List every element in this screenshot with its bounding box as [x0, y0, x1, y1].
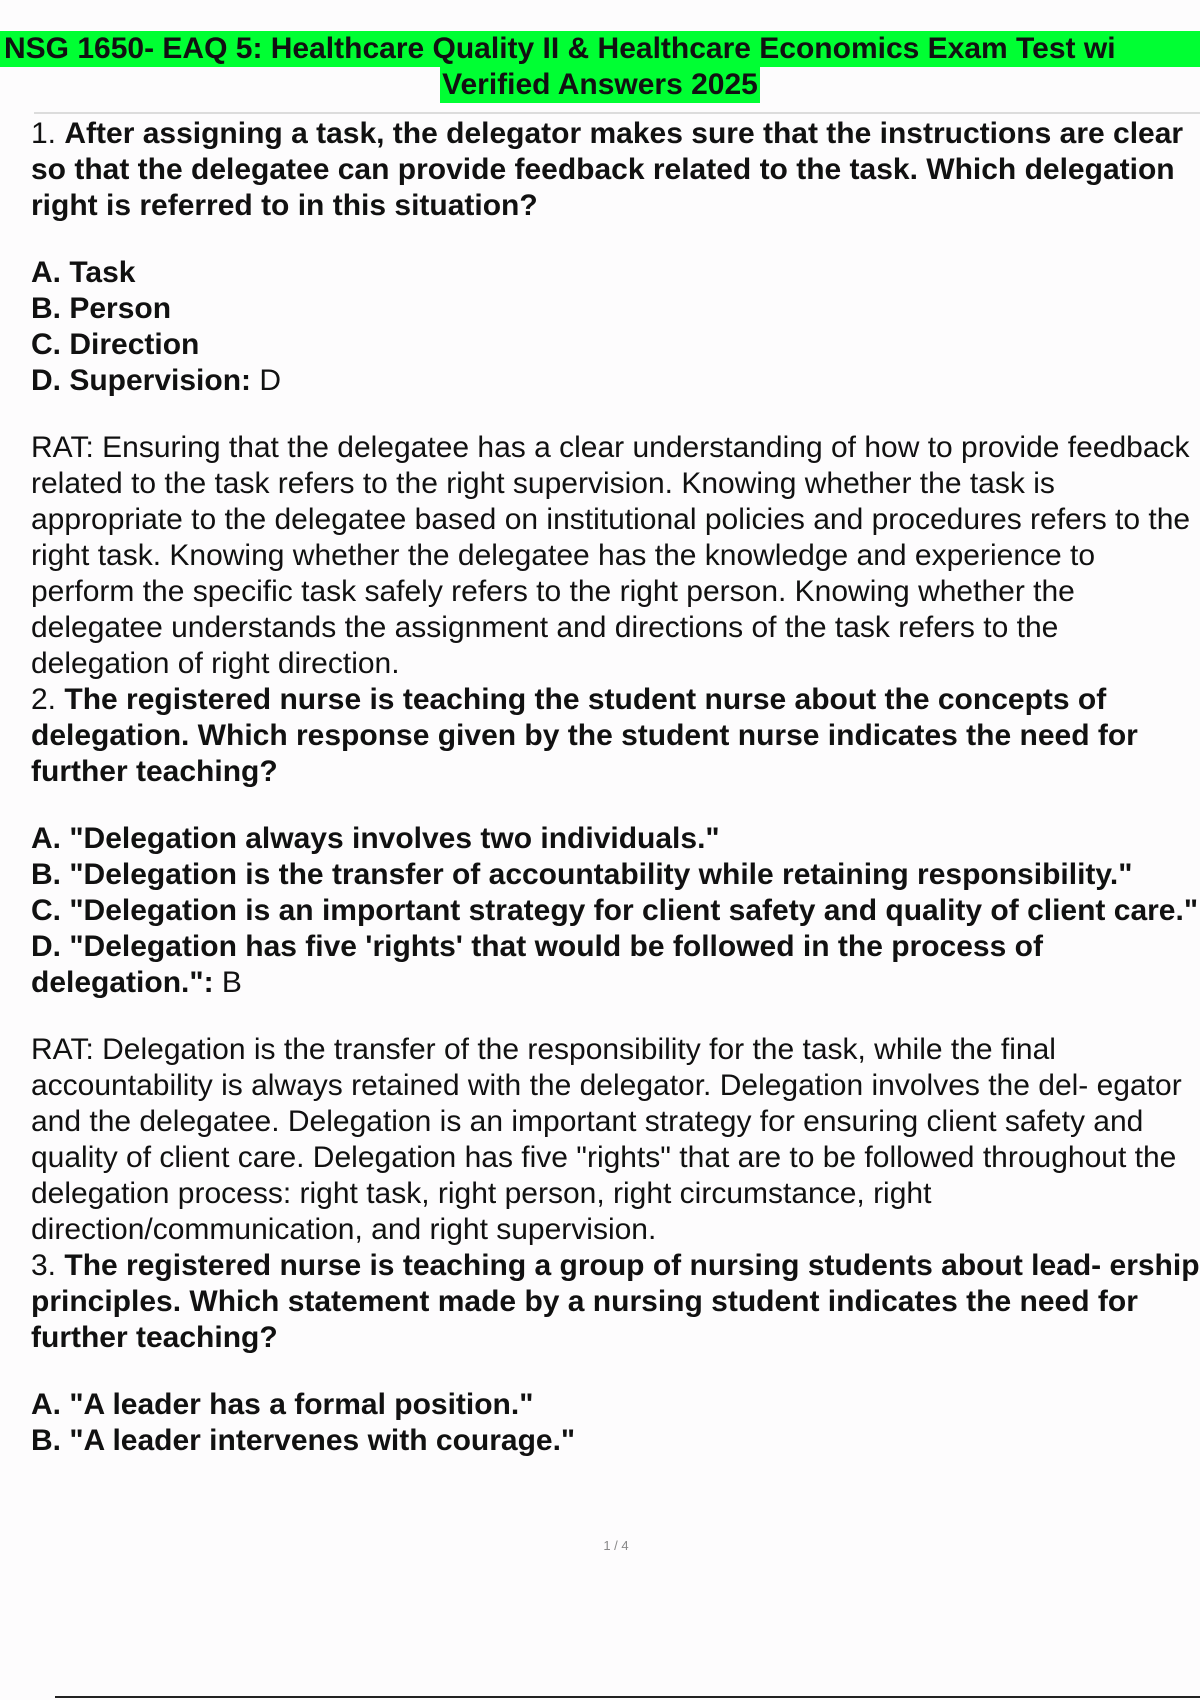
question-stem: After assigning a task, the delegator makes sure that the instructions are clear so that the delegatee can provide feedback related to the task. Which delegation right is referred to in this situation? — [31, 117, 1184, 222]
spacer — [31, 1356, 1200, 1387]
option-c: C. "Delegation is an important strategy for client safety and quality of client care." — [31, 894, 1199, 927]
question-3 — [31, 1248, 1200, 1356]
option-a: A. "Delegation always involves two individuals." — [31, 822, 720, 855]
option-d: D. Supervision: D — [31, 364, 282, 397]
bottom-divider — [55, 1696, 1200, 1698]
spacer — [31, 790, 1200, 821]
title-line-1: NSG 1650- EAQ 5: Healthcare Quality II & Healthcare Economics Exam Test wi — [0, 31, 1200, 67]
option-a: A. "A leader has a formal position." — [31, 1388, 534, 1421]
option-b: B. "Delegation is the transfer of accountability while retaining responsibility." — [31, 858, 1133, 891]
document-title — [0, 31, 1200, 103]
question-stem: The registered nurse is teaching a group of nursing students about lead- ership principles. Which statement made by a nursing student indicates the need for further teaching? — [31, 1249, 1200, 1354]
question-stem: The registered nurse is teaching the student nurse about the concepts of delegation. Which response given by the student nurse indicates the need for further teaching? — [31, 683, 1138, 788]
question-number: 2. — [31, 683, 57, 716]
option-b: B. Person — [31, 292, 172, 325]
question-number: 1. — [31, 117, 57, 150]
option-d: D. "Delegation has five 'rights' that would be followed in the process of delegation.": B — [31, 930, 1043, 999]
answer-key: B — [213, 966, 242, 999]
spacer — [31, 399, 1200, 430]
rationale-2: RAT: Delegation is the transfer of the responsibility for the task, while the final accountability is always retained with the delegator. Delegation involves the del- egator and the delegatee. Delegation is an important strategy for ensuring client safety and quality of client care. Delegation has five "rights" that are to be followed throughout the delegation process: right task, right person, right circumstance, right direction/communication, and right supervision. — [31, 1033, 1182, 1246]
question-1 — [31, 116, 1200, 224]
option-b: B. "A leader intervenes with courage." — [31, 1424, 576, 1457]
page-number: 1 / 4 — [603, 1538, 629, 1553]
title-line-2: Verified Answers 2025 — [442, 68, 758, 101]
answer-key: D — [251, 364, 282, 397]
option-a: A. Task — [31, 256, 136, 289]
spacer — [31, 224, 1200, 255]
spacer — [31, 1001, 1200, 1032]
question-number: 3. — [31, 1249, 57, 1282]
title-divider — [34, 112, 1200, 114]
rationale-1: RAT: Ensuring that the delegatee has a clear understanding of how to provide feedback related to the task refers to the right supervision. Knowing whether the task is appropriate to the delegatee based on institutional policies and procedures refers to the right task. Knowing whether the delegatee has the knowledge and experience to perform the specific task safely refers to the right person. Knowing whether the delegatee understands the assignment and directions of the task refers to the delegation of right direction. — [31, 431, 1191, 680]
option-c: C. Direction — [31, 328, 200, 361]
question-2 — [31, 682, 1200, 790]
question-content — [31, 116, 1200, 1459]
